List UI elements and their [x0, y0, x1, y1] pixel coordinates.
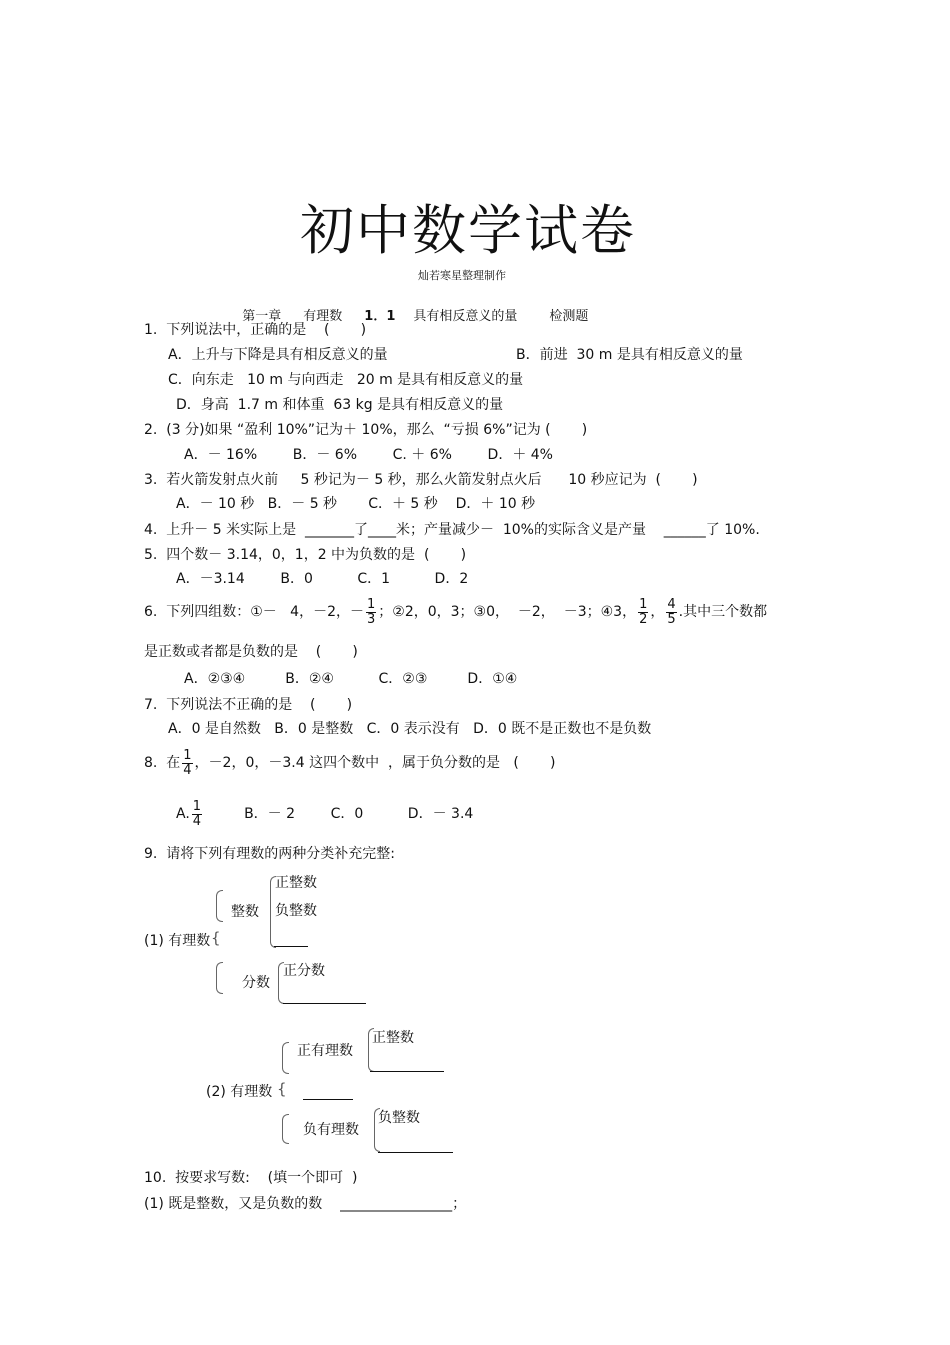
- section-number: 1．1: [364, 309, 396, 324]
- classification-2-positive: 正有理数: [297, 1043, 353, 1059]
- section-name: 具有相反意义的量: [413, 309, 518, 324]
- negative-rationals-blank: [378, 1152, 453, 1153]
- negative-rationals-integers: 负整数: [378, 1110, 420, 1126]
- classification-1-brace-lower: [216, 962, 223, 994]
- classification-2-brace-lower: [282, 1114, 289, 1144]
- page-subtitle: 灿若寒星整理制作: [418, 269, 506, 282]
- question-8-option-a: A.: [176, 806, 190, 823]
- question-10-part-1: (1) 既是整数，又是负数的数 ________________；: [144, 1196, 467, 1212]
- integers-blank: [274, 946, 308, 947]
- classification-1-integers: 整数: [231, 904, 259, 920]
- classification-2-brace-tip: {: [277, 1080, 287, 1098]
- question-7-stem: 7. 下列说法不正确的是 ( ): [144, 697, 353, 713]
- question-2-stem: 2. (3 分)如果 “盈利 10%”记为＋ 10%，那么 “亏损 6%”记为 ( ): [144, 422, 588, 438]
- fractions-positive: 正分数: [283, 963, 325, 979]
- integers-negative: 负整数: [275, 903, 317, 919]
- classification-2-brace-upper: [282, 1042, 289, 1074]
- question-8-text-b: ，－2，0，－3.4 这四个数中 ，属于负分数的是 ( ): [194, 755, 556, 772]
- classification-2-zero-blank: [303, 1099, 353, 1100]
- question-8-stem: [144, 749, 555, 777]
- question-1-option-c: C．向东走 10 m 与向西走 20 m 是具有相反意义的量: [168, 372, 524, 388]
- fraction-option-a: $\frac{1}{4}$: [192, 799, 202, 829]
- fraction-one-quarter: $\frac{1}{4}$: [183, 748, 192, 778]
- fraction-four-fifths: $\frac{4}{5}$: [667, 597, 676, 627]
- question-8-options-rest: B．－ 2 C．0 D．－ 3.4: [244, 806, 474, 823]
- question-9-stem: 9. 请将下列有理数的两种分类补充完整:: [144, 846, 395, 862]
- question-5-stem: 5. 四个数－ 3.14，0，1，2 中为负数的是 ( ): [144, 547, 467, 563]
- test-kind: 检测题: [549, 309, 589, 324]
- positive-rationals-integers: 正整数: [372, 1030, 414, 1046]
- question-10-stem: 10. 按要求写数: (填一个即可 ): [144, 1170, 358, 1186]
- question-2-options: A．－ 16% B．－ 6% C. ＋ 6% D．＋ 4%: [184, 447, 553, 463]
- question-4-stem: 4. 上升－ 5 米实际上是 _______了____米；产量减少－ 10%的实际含义是产量 ______了 10%.: [144, 522, 760, 538]
- question-5-options: A．－3.14 B．0 C．1 D．2: [176, 571, 469, 587]
- chapter-label: 第一章: [242, 309, 282, 324]
- question-1-option-b: B．前进 30 m 是具有相反意义的量: [516, 347, 743, 363]
- question-3-options: A．－ 10 秒 B．－ 5 秒 C．＋ 5 秒 D．＋ 10 秒: [176, 496, 536, 512]
- fractions-blank: [283, 1003, 366, 1004]
- question-6-text-a: 6. 下列四组数：①－ 4，－2，－: [144, 604, 364, 621]
- question-6-comma: ，: [650, 604, 665, 621]
- classification-1-fractions: 分数: [242, 975, 270, 991]
- positive-rationals-blank: [370, 1071, 444, 1072]
- question-3-stem: 3. 若火箭发射点火前 5 秒记为－ 5 秒，那么火箭发射点火后 10 秒应记为 ( ): [144, 472, 698, 488]
- classification-1-brace-tip: {: [211, 929, 221, 947]
- integers-positive: 正整数: [275, 875, 317, 891]
- page-title: 初中数学试卷: [300, 199, 636, 262]
- chapter-topic: 有理数: [303, 309, 343, 324]
- question-6-text-c: .其中三个数都: [678, 604, 768, 621]
- question-7-options: A．0 是自然数 B．0 是整数 C．0 表示没有 D．0 既不是正数也不是负数: [168, 721, 652, 737]
- question-8-text-a: 8. 在: [144, 755, 181, 772]
- fraction-one-half: $\frac{1}{2}$: [639, 597, 648, 627]
- question-6-stem: [144, 598, 767, 626]
- question-6-options: A．②③④ B．②④ C．②③ D．①④: [184, 671, 518, 687]
- question-1-option-a: A．上升与下降是具有相反意义的量: [168, 347, 388, 363]
- question-6-stem-line2: 是正数或者都是负数的是 ( ): [144, 644, 358, 660]
- classification-1-label: (1) 有理数: [144, 933, 211, 949]
- classification-2-negative: 负有理数: [303, 1122, 359, 1138]
- question-1-stem: 1. 下列说法中，正确的是 ( ): [144, 322, 367, 338]
- question-6-text-b: ；②2，0，3；③0， －2， －3；④3，: [378, 604, 637, 621]
- section-heading: [234, 297, 588, 323]
- classification-1-brace-upper: [216, 890, 223, 922]
- classification-2-label: (2) 有理数: [206, 1084, 273, 1100]
- question-1-option-d: D．身高 1.7 m 和体重 63 kg 是具有相反意义的量: [176, 397, 504, 413]
- fraction-one-third: $\frac{1}{3}$: [366, 597, 376, 627]
- question-8-options: [176, 800, 473, 828]
